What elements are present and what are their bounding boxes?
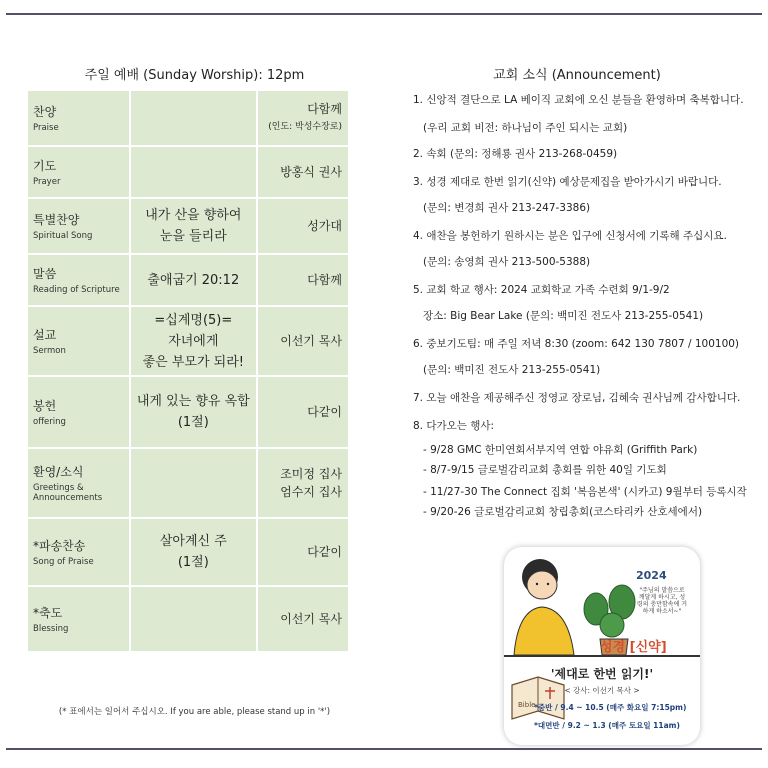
worship-item-english: Blessing — [33, 624, 69, 634]
upcoming-event-item: - 11/27-30 The Connect 집회 '복음본색' (시카고) 9월부터 등록시작 — [423, 486, 747, 498]
worship-row — [27, 146, 349, 198]
worship-leader: 조미정 집사 엄수지 집사 — [280, 467, 342, 499]
worship-content-cell: 내게 있는 향유 옥합 (1절) — [130, 376, 257, 448]
worship-row — [27, 90, 349, 146]
book-label: Bible — [518, 701, 536, 709]
worship-item-cell — [27, 518, 130, 586]
worship-item-cell — [27, 146, 130, 198]
worship-item-english: offering — [33, 417, 66, 427]
stand-up-footnote: (* 표에서는 일어서 주십시오. If you are able, please stand up in '*') — [58, 707, 331, 717]
worship-content-cell — [130, 448, 257, 518]
announcement-line: 4. 애찬을 봉헌하기 원하시는 분은 입구에 신청서에 기록해 주십시요. — [413, 230, 727, 242]
worship-item-english: Prayer — [33, 177, 61, 187]
worship-item-english: Sermon — [33, 346, 66, 356]
worship-content-cell: 출애굽기 20:12 — [130, 254, 257, 306]
announcement-line: 8. 다가오는 행사: — [413, 420, 495, 432]
promo-session-zoom: *줌반 / 9.4 ~ 10.5 (매주 화요일 7:15pm) — [534, 703, 687, 712]
announcement-line: (문의: 변경희 권사 213-247-3386) — [423, 202, 591, 214]
worship-leader-cell — [257, 306, 349, 376]
announcement-line: 2. 속회 (문의: 정해룡 권사 213-268-0459) — [413, 148, 618, 160]
worship-row — [27, 254, 349, 306]
worship-leader-cell — [257, 518, 349, 586]
announcement-line: 6. 중보기도팀: 매 주일 저녁 8:30 (zoom: 642 130 7807 / 100100) — [413, 338, 740, 350]
announcement-line: (문의: 백미진 전도사 213-255-0541) — [423, 364, 601, 376]
promo-quote: "주님의 말씀으로 깨달게 하시고, 성령의 충만함속에 거하게 하소서~" — [636, 587, 688, 615]
worship-order-table — [26, 89, 350, 653]
worship-item-cell — [27, 376, 130, 448]
worship-leader-cell — [257, 254, 349, 306]
worship-leader: 다함께 — [307, 273, 342, 287]
worship-row — [27, 586, 349, 652]
worship-item-korean: *축도 — [33, 606, 63, 620]
worship-leader-note: (인도: 박성수장로) — [268, 122, 342, 132]
worship-row — [27, 376, 349, 448]
promo-session-inperson: *대면반 / 9.2 ~ 1.3 (매주 토요일 11am) — [534, 721, 680, 730]
bottom-divider — [6, 748, 762, 750]
worship-item-english: Greetings & Announcements — [33, 483, 103, 503]
worship-row — [27, 306, 349, 376]
announcement-line: (우리 교회 비전: 하나님이 주인 되시는 교회) — [423, 122, 628, 134]
worship-leader: 다같이 — [307, 405, 342, 419]
worship-item-korean: 설교 — [33, 328, 57, 342]
worship-item-english: Praise — [33, 123, 59, 133]
announcement-line: 장소: Big Bear Lake (문의: 백미진 전도사 213-255-0541) — [423, 310, 704, 322]
worship-item-korean: 봉헌 — [33, 399, 57, 413]
worship-item-korean: 기도 — [33, 159, 57, 173]
worship-leader: 이선기 목사 — [280, 612, 342, 626]
top-divider — [6, 13, 762, 15]
worship-content-cell: 살아계신 주 (1절) — [130, 518, 257, 586]
worship-item-english: Reading of Scripture — [33, 285, 120, 295]
worship-row — [27, 448, 349, 518]
announcement-line: 3. 성경 제대로 한번 읽기(신약) 예상문제집을 받아가시기 바랍니다. — [413, 176, 722, 188]
worship-leader-cell — [257, 448, 349, 518]
announcements-title: 교회 소식 (Announcement) — [493, 68, 661, 83]
worship-leader-cell — [257, 146, 349, 198]
worship-leader: 이선기 목사 — [280, 334, 342, 348]
upcoming-event-item: - 9/28 GMC 한미연회서부지역 연합 야유회 (Griffith Park) — [423, 444, 698, 456]
promo-title-line1: 성경 [신약] — [600, 640, 667, 655]
promo-lecturer: < 강사: 이선기 목사 > — [564, 686, 640, 695]
worship-item-korean: 특별찬양 — [33, 213, 80, 227]
worship-content-cell — [130, 586, 257, 652]
worship-leader: 다함께 — [307, 102, 342, 116]
worship-content-cell: =십계명(5)= 자녀에게 좋은 부모가 되라! — [130, 306, 257, 376]
promo-title-line2: '제대로 한번 읽기!' — [550, 667, 654, 681]
worship-item-cell — [27, 306, 130, 376]
announcement-line: 7. 오늘 애찬을 제공해주신 정영교 장로님, 김혜숙 권사님께 감사합니다. — [413, 392, 741, 404]
promo-year: 2024 — [636, 569, 667, 582]
desk-line — [504, 655, 700, 657]
worship-item-cell — [27, 90, 130, 146]
worship-title: 주일 예배 (Sunday Worship): 12pm — [84, 68, 305, 83]
upcoming-event-item: - 9/20-26 글로벌감리교회 창립총회(코스타리카 산호세에서) — [423, 506, 703, 518]
worship-item-korean: 환영/소식 — [33, 465, 84, 479]
worship-leader-cell — [257, 586, 349, 652]
worship-content-cell — [130, 90, 257, 146]
announcement-line: 1. 신앙적 결단으로 LA 베이직 교회에 오신 분들을 환영하며 축복합니다. — [413, 94, 744, 106]
worship-item-cell — [27, 254, 130, 306]
worship-item-korean: 찬양 — [33, 105, 57, 119]
worship-leader-cell — [257, 376, 349, 448]
worship-leader-cell — [257, 198, 349, 254]
worship-leader: 다같이 — [307, 545, 342, 559]
worship-item-english: Spiritual Song — [33, 231, 93, 241]
announcement-line: (문의: 송영희 권사 213-500-5388) — [423, 256, 591, 268]
worship-content-cell — [130, 146, 257, 198]
worship-content-cell: 내가 산을 향하여 눈을 들리라 — [130, 198, 257, 254]
worship-leader: 성가대 — [307, 219, 342, 233]
worship-item-korean: 말씀 — [33, 267, 57, 281]
announcement-line: 5. 교회 학교 행사: 2024 교회학교 가족 수련회 9/1-9/2 — [413, 284, 670, 296]
worship-row — [27, 518, 349, 586]
worship-item-cell — [27, 448, 130, 518]
upcoming-event-item: - 8/7-9/15 글로벌감리교회 총회를 위한 40일 기도회 — [423, 464, 667, 476]
worship-item-cell — [27, 586, 130, 652]
worship-leader: 방홍식 권사 — [280, 165, 342, 179]
bible-reading-promo-card — [504, 547, 700, 745]
worship-item-cell — [27, 198, 130, 254]
worship-leader-cell — [257, 90, 349, 146]
worship-row — [27, 198, 349, 254]
worship-item-korean: *파송찬송 — [33, 539, 86, 553]
worship-item-english: Song of Praise — [33, 557, 94, 567]
